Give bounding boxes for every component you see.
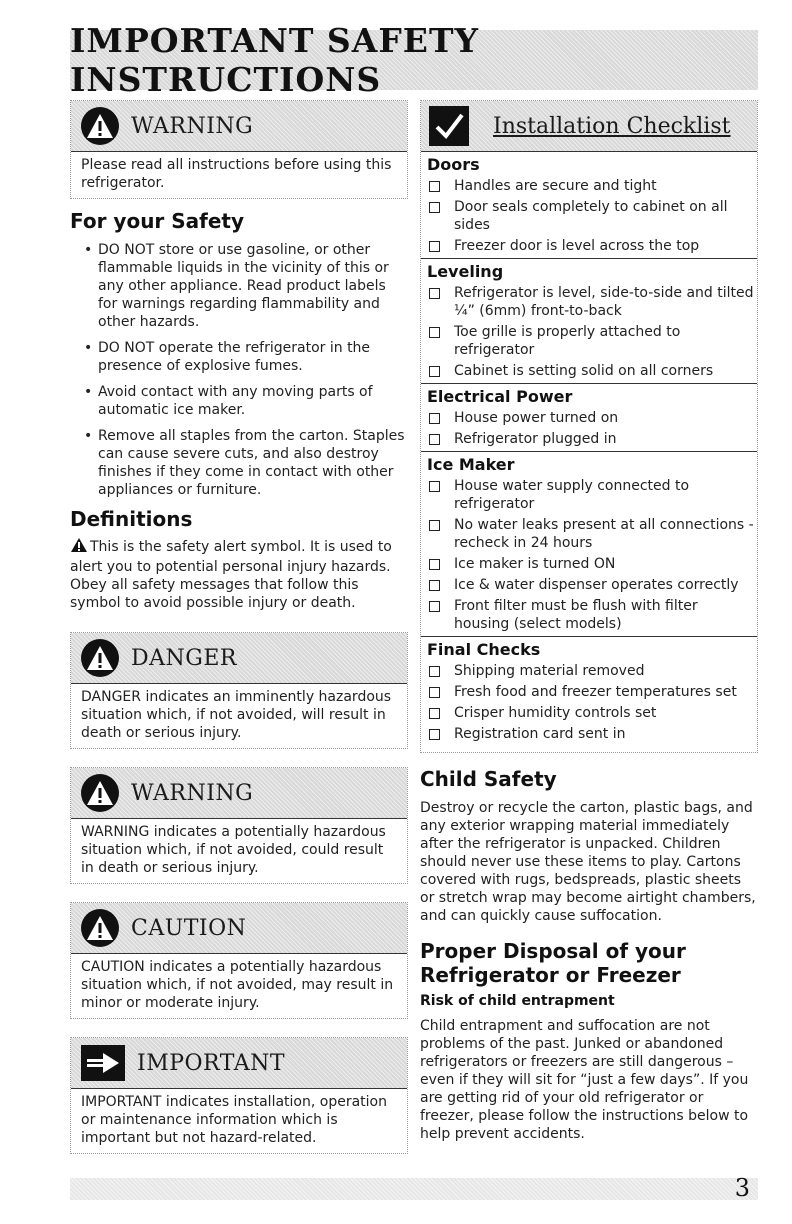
checklist-item[interactable]: [421, 555, 757, 573]
checkbox-icon[interactable]: [429, 241, 440, 252]
checkbox-icon[interactable]: [429, 580, 440, 591]
checklist-item-label: House power turned on: [454, 410, 619, 426]
group-heading: Final Checks: [427, 640, 541, 659]
checklist-item-label: Toe grille is properly attached to refrigerator: [454, 324, 681, 358]
checklist-item-label: Cabinet is setting solid on all corners: [454, 363, 714, 379]
checklist-item-label: Shipping material removed: [454, 663, 645, 679]
group-heading: Ice Maker: [427, 455, 515, 474]
checklist-item[interactable]: [421, 177, 757, 195]
checkbox-icon[interactable]: [429, 687, 440, 698]
left-column: [70, 100, 408, 1154]
danger-word: DANGER: [131, 645, 237, 671]
checklist-item[interactable]: [421, 597, 757, 633]
for-your-safety-heading: For your Safety: [70, 209, 245, 233]
list-item: • Remove all staples from the carton. Staples can cause severe cuts, and also destroy finishes if they come in contact with other appliances or furniture.: [84, 427, 408, 499]
checklist-item[interactable]: [421, 430, 757, 448]
checkbox-icon[interactable]: [429, 559, 440, 570]
danger-box: [70, 632, 408, 749]
alert-icon: [81, 107, 119, 145]
warning-word: WARNING: [131, 780, 254, 806]
checklist-item-label: No water leaks present at all connections - recheck in 24 hours: [454, 517, 754, 551]
checklist-item-label: Front filter must be flush with filter housing (select models): [454, 598, 698, 632]
important-word: IMPORTANT: [137, 1050, 286, 1076]
list-item: • DO NOT operate the refrigerator in the presence of explosive fumes.: [84, 339, 408, 375]
checkbox-icon[interactable]: [429, 601, 440, 612]
checklist-item[interactable]: [421, 662, 757, 680]
checklist-item-label: Freezer door is level across the top: [454, 238, 700, 254]
checklist-item-label: Ice & water dispenser operates correctly: [454, 577, 739, 593]
page-title: IMPORTANT SAFETY INSTRUCTIONS: [70, 21, 480, 99]
checklist-item[interactable]: [421, 516, 757, 552]
group-heading: Leveling: [427, 262, 504, 281]
checklist-item[interactable]: [421, 683, 757, 701]
checkbox-icon[interactable]: [429, 708, 440, 719]
warning-intro-box: [70, 100, 408, 199]
caution-word: CAUTION: [131, 915, 247, 941]
danger-text: DANGER indicates an imminently hazardous situation which, if not avoided, will result in death or serious injury.: [71, 683, 407, 748]
checklist-item[interactable]: [421, 477, 757, 513]
caution-header: [71, 903, 407, 953]
checkbox-icon[interactable]: [429, 202, 440, 213]
checkbox-icon[interactable]: [429, 666, 440, 677]
checklist-item[interactable]: [421, 362, 757, 380]
disposal-text: Child entrapment and suffocation are not problems of the past. Junked or abandoned refrigerators or freezers are still dangerous – even if they will sit for “just a few days”. If you are getting rid of your old refrigerator or freezer, please follow the instructions below to help prevent accidents.: [420, 1018, 749, 1142]
list-item: • DO NOT store or use gasoline, or other flammable liquids in the vicinity of this or any other appliance. Read product labels for warnings regarding flammability and other hazards.: [84, 241, 408, 331]
checklist-item-label: Door seals completely to cabinet on all sides: [454, 199, 728, 233]
checklist-group-ice-maker: [421, 451, 757, 633]
checklist-item-label: Refrigerator plugged in: [454, 431, 617, 447]
caution-text: CAUTION indicates a potentially hazardous situation which, if not avoided, may result in minor or moderate injury.: [71, 953, 407, 1018]
checkbox-icon[interactable]: [429, 181, 440, 192]
right-column: [420, 100, 758, 1143]
checklist-item[interactable]: [421, 409, 757, 427]
checklist-item[interactable]: [421, 237, 757, 255]
checklist-item-label: Registration card sent in: [454, 726, 626, 742]
checklist-item[interactable]: [421, 576, 757, 594]
alert-icon: [81, 774, 119, 812]
checkbox-icon[interactable]: [429, 327, 440, 338]
footer-bar: [70, 1174, 758, 1202]
important-box: [70, 1037, 408, 1154]
definitions-text: This is the safety alert symbol. It is used to alert you to potential personal injury hazards. Obey all safety messages that follow this symbol to avoid possible injury or death.: [70, 539, 392, 611]
checklist-group-doors: [421, 151, 757, 255]
group-heading: Electrical Power: [427, 387, 573, 406]
checklist-item-label: House water supply connected to refrigerator: [454, 478, 690, 512]
checklist-item[interactable]: [421, 323, 757, 359]
warning-text: WARNING indicates a potentially hazardous situation which, if not avoided, could result in death or serious injury.: [71, 818, 407, 883]
warning-intro-header: [71, 101, 407, 151]
checklist-item-label: Fresh food and freezer temperatures set: [454, 684, 737, 700]
caution-box: [70, 902, 408, 1019]
arrow-right-icon: [81, 1045, 125, 1081]
definitions-heading: Definitions: [70, 507, 193, 531]
warning-box: [70, 767, 408, 884]
checklist-group-final-checks: [421, 636, 757, 743]
title-banner: [70, 21, 758, 99]
alert-icon: [81, 639, 119, 677]
checklist-item-label: Ice maker is turned ON: [454, 556, 616, 572]
checkbox-icon[interactable]: [429, 413, 440, 424]
list-item: • Avoid contact with any moving parts of automatic ice maker.: [84, 383, 408, 419]
disposal-subheading: Risk of child entrapment: [420, 993, 615, 1009]
checklist-item-label: Crisper humidity controls set: [454, 705, 657, 721]
checkbox-icon[interactable]: [429, 366, 440, 377]
checkmark-icon: [429, 106, 469, 146]
checkbox-icon[interactable]: [429, 434, 440, 445]
group-heading: Doors: [427, 155, 480, 174]
safety-alert-icon: [70, 537, 88, 558]
checkbox-icon[interactable]: [429, 481, 440, 492]
warning-header: [71, 768, 407, 818]
checkbox-icon[interactable]: [429, 288, 440, 299]
checklist-header: [421, 101, 757, 151]
danger-header: [71, 633, 407, 683]
page-number: 3: [734, 1174, 750, 1202]
child-safety-heading: Child Safety: [420, 767, 557, 791]
installation-checklist: [420, 100, 758, 753]
checklist-item-label: Handles are secure and tight: [454, 178, 657, 194]
checklist-item[interactable]: [421, 198, 757, 234]
safety-list: [84, 241, 408, 499]
important-text: IMPORTANT indicates installation, operation or maintenance information which is important but not hazard-related.: [71, 1088, 407, 1153]
warning-intro-word: WARNING: [131, 113, 254, 139]
disposal-heading: Proper Disposal of your Refrigerator or Freezer: [420, 939, 686, 987]
checklist-title: Installation Checklist: [493, 113, 731, 139]
alert-icon: [81, 909, 119, 947]
checklist-group-electrical-power: [421, 383, 757, 448]
child-safety-text: Destroy or recycle the carton, plastic bags, and any exterior wrapping material immediately after the refrigerator is unpacked. Children should never use these items to play. Cartons covered with rugs, bedspreads, plastic sheets or stretch wrap may become airtight chambers, and can quickly cause suffocation.: [420, 800, 756, 924]
warning-intro-text: Please read all instructions before using this refrigerator.: [71, 151, 407, 198]
checklist-item[interactable]: [421, 725, 757, 743]
definitions-paragraph: [70, 537, 408, 612]
checklist-item[interactable]: [421, 284, 757, 320]
checklist-item-label: Refrigerator is level, side-to-side and tilted ¼” (6mm) front-to-back: [454, 285, 754, 319]
checkbox-icon[interactable]: [429, 520, 440, 531]
checklist-item[interactable]: [421, 704, 757, 722]
checklist-group-leveling: [421, 258, 757, 380]
checkbox-icon[interactable]: [429, 729, 440, 740]
important-header: [71, 1038, 407, 1088]
